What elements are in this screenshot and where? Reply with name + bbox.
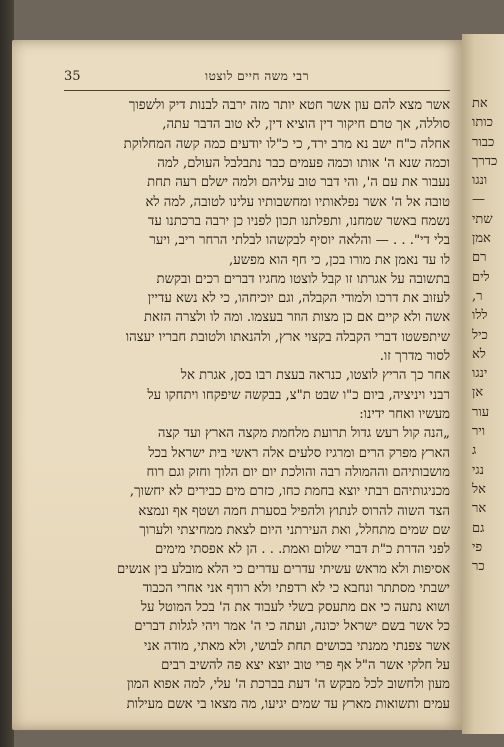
text-line: אחר כך הריץ לוצטו, כנראה בעצת רבו בסן, אגרת אל	[180, 368, 450, 384]
right-page-fragment: אר	[472, 501, 487, 517]
right-page-fragment: נגי	[472, 462, 484, 478]
right-page-fragment: כדרך	[472, 153, 498, 169]
right-page-fragment: כותו	[472, 115, 493, 131]
text-line: אשר צפנתי ממנתי בכושים תחת לבושי, ולא מאתי, מודה אני	[143, 638, 450, 654]
right-page-fragment: אל	[472, 481, 486, 497]
header-rule	[64, 90, 450, 91]
right-page-fragment: ג	[472, 443, 477, 459]
right-page-text-fragments	[472, 94, 504, 576]
text-line: אשה ולא קיים אם כן מצות הוזר בעצמו. ומה לו ולצרה הזאת	[144, 310, 450, 326]
text-line: עמים ותשואות מארץ עד שמים יגיעו, מה מצאו בי אשם מעילות	[126, 696, 450, 712]
text-line: מכניגותיהם רבתי יוצא בחמת כחו, כזרם מים כבירים לא יחשוך,	[129, 484, 450, 500]
text-line: הארץ מפרק הרים ומרגיז סלעים אלה ראשי בית ישראל בכל	[148, 445, 450, 461]
right-page-fragment: אמן	[472, 231, 491, 247]
right-page-fragment: ר,	[472, 288, 483, 304]
right-page-fragment: ויר	[472, 424, 486, 440]
page-number: 35	[64, 69, 81, 84]
right-page-fragment: לים	[472, 269, 490, 285]
body-text	[64, 96, 450, 712]
right-page-fragment: ינגו	[472, 366, 488, 382]
right-page-fragment: ללו	[472, 308, 488, 324]
text-line: סוללה, אך טרם חיקור דין הוציא דין, לא טוב הדבר עתה,	[162, 117, 450, 133]
text-line: מעון ולחשוב לכל מבקש ה' דעת בברכת ה' עלי, למה אפוא המון	[127, 677, 450, 693]
text-line: נשמח באשר שמחנו, ותפלתנו תכון לפניו כן ירבה ברכתנו עד	[148, 213, 450, 229]
right-page-fragment: כבור	[472, 134, 495, 150]
text-line: שם שמים מתחלל, ואת העירתני היום לצאת ממחיצתי ולערוך	[139, 522, 450, 538]
text-line: נעבור את עם ה', והי דבר טוב עליהם ולמה ישלם רעה תחת	[147, 175, 450, 191]
right-page-fragment: את	[472, 96, 488, 111]
text-line: הצד השוה להרוס לנתוץ ולהפיל בסערת חמה ושטף אף ונמצא	[138, 503, 450, 519]
right-page-fragment: לא	[472, 346, 486, 362]
text-line: שיתפשטו דברי הקבלה בקצוי ארץ, ולהנאתו ולטובת חבריו יעצהו	[125, 329, 450, 345]
right-page-fragment: גם	[472, 520, 485, 536]
text-line: ישבתי מסתתר ונחבא כי לא רדפתי ולא רודף אני אחרי הכבוד	[142, 580, 450, 596]
text-line: בלי די". . . — והלאה יוסיף לבקשהו לבלתי הרחר ריב, ויער	[149, 233, 450, 249]
right-page-fragment: ונגו	[472, 173, 488, 189]
text-line: „הנה קול רעש גדול תרועת מלחמת מקצה הארץ ועד קצה	[157, 426, 450, 442]
text-line: מעשיו ואחר ידינו:	[359, 407, 450, 422]
text-line: כל אשר בשם ישראל יכונה, ועתה כי ה' אמר ויהי לגלות דברים	[134, 619, 450, 635]
running-head: רבי משה חיים לוצטו	[205, 69, 309, 83]
right-page-edge	[462, 34, 504, 734]
text-line: מושבותיהם וההמולה רבה והולכת יום יום הלוך וחזק וגם רוח	[146, 464, 450, 480]
text-line: וכמה שנא ה' אותו וכמה פעמים כבר נתבלבל העולם, למה	[157, 155, 450, 171]
right-page-fragment: פי	[472, 539, 483, 555]
text-line: לפני הדרת כ"ת דברי שלום ואמת. . . הן לא אפסתי מימים	[154, 542, 450, 558]
text-line: ושוא נתעה כי אם מתעסק בשלי לעבוד את ה' בכל המוטל על	[140, 600, 450, 616]
text-line: לעזוב את דרכו ולמודי הקבלה, וגם יוכיחהו, כי לא נשא עדיין	[147, 291, 450, 307]
text-line: על חלקי אשר ה"ל אף פרי טוב יוצא יצא פה להשיב רבים	[161, 658, 450, 674]
page-header	[64, 69, 450, 91]
text-line: אסיפות ולא מראש עשיתי עדרים עדרים כי הלא מובלע בין אנשים	[117, 561, 450, 577]
right-page-fragment: —	[472, 192, 485, 208]
text-line: רבני ויניציה, ביום כ"ו שבט ת"צ, בבקשה שיפקחו ויתחקו על	[147, 387, 450, 403]
right-page-fragment: שתי	[472, 211, 493, 227]
right-page-fragment: רם	[472, 250, 487, 266]
text-line: אחלה כ"ח ישב נא מרב ירד, כי כ"לו יודעים כמה קשה המחלוקת	[123, 136, 450, 152]
right-page-fragment: עור	[472, 404, 490, 420]
right-page-fragment: כיל	[472, 327, 488, 343]
right-page-fragment: כר	[472, 559, 485, 575]
text-line: בתשובה על אגרתו זו קבל לוצטו מחגיו דברים רכים ובקשת	[156, 271, 450, 287]
right-page-fragment: אן	[472, 385, 484, 401]
text-line: לסור מדרך זו.	[379, 349, 450, 365]
text-line: אשר מצא להם עון אשר חטא יותר מזה ירבה לבנות דיק ולשפוך	[128, 98, 450, 113]
text-line: לו עד נאמן את מורו בכן, כי חף הוא מפשע,	[229, 252, 450, 268]
text-line: טובה אל ה' אשר נפלאותיו ומחשבותיו עלינו לטובה, למה לא	[145, 194, 450, 210]
